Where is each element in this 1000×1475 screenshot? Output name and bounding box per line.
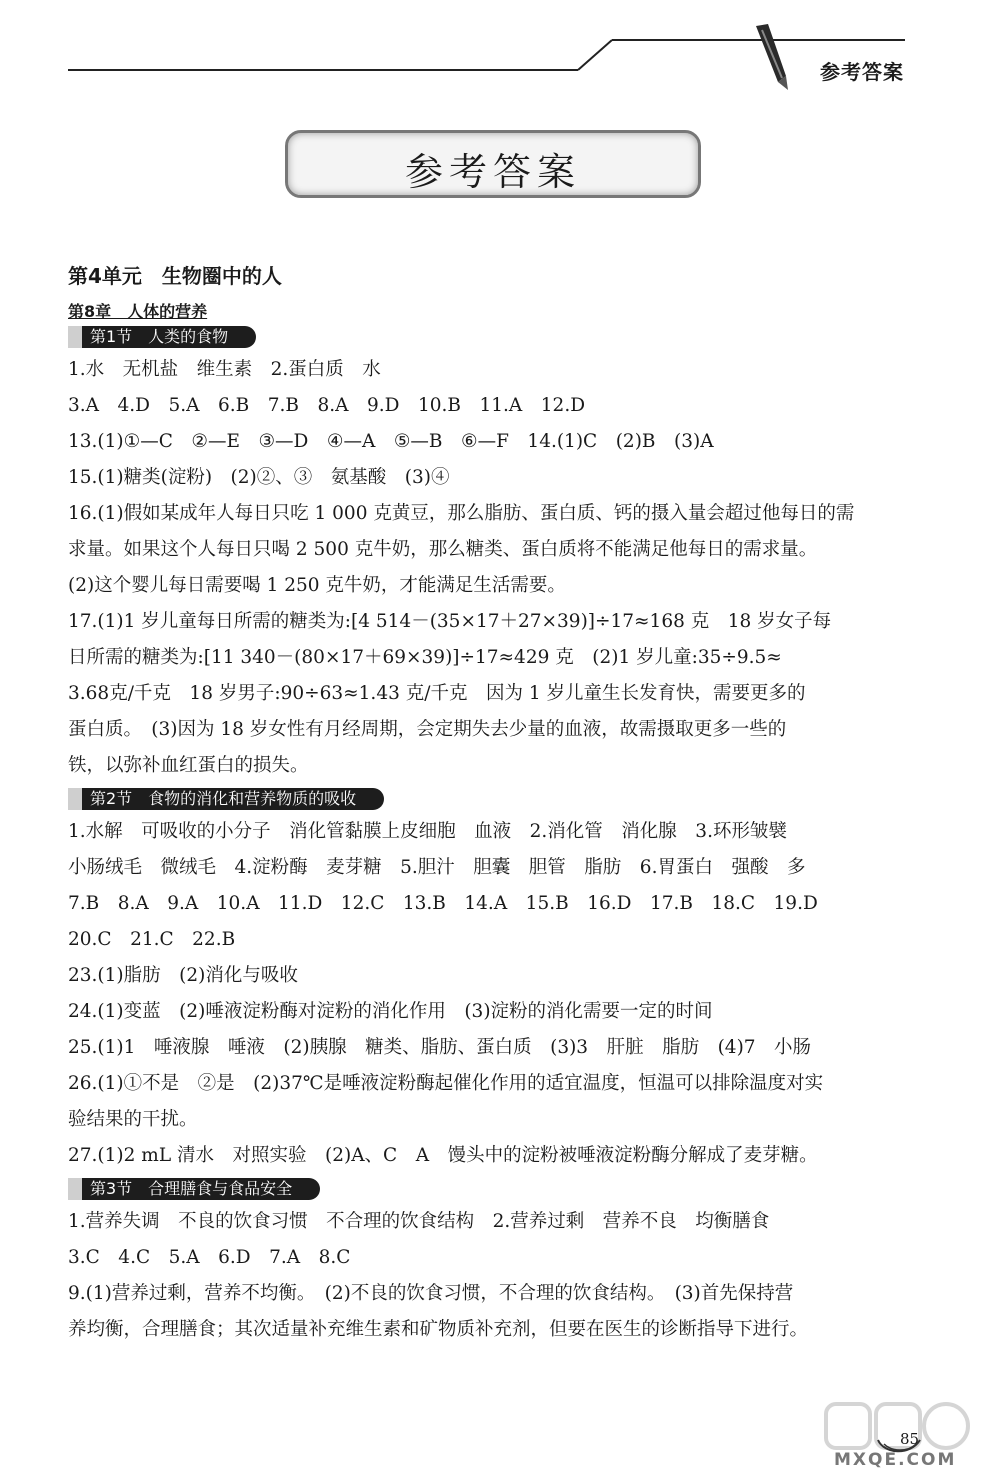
answer-line: 蛋白质。 (3)因为 18 岁女性有月经周期，会定期失去少量的血液，故需摄取更多一些的 xyxy=(68,719,787,740)
answer-line: 3.68克/千克 18 岁男子:90÷63≈1.43 克/千克 因为 1 岁儿童生长发育快，需要更多的 xyxy=(68,683,806,704)
answer-line: 15.(1)糖类(淀粉) (2)②、③ 氨基酸 (3)④ xyxy=(68,467,450,488)
banner-tab xyxy=(68,1178,82,1200)
answer-line: 小肠绒毛 微绒毛 4.淀粉酶 麦芽糖 5.胆汁 胆囊 胆管 脂肪 6.胃蛋白 强酸 多 xyxy=(68,857,806,878)
answer-line: 7.B 8.A 9.A 10.A 11.D 12.C 13.B 14.A 15.B 16.D 17.B 18.C 19.D xyxy=(68,893,818,914)
section-banner xyxy=(68,326,256,348)
section-3 xyxy=(68,1174,918,1348)
answer-line: 16.(1)假如某成年人每日只吃 1 000 克黄豆，那么脂肪、蛋白质、钙的摄入量会超过他每日的需 xyxy=(68,503,855,524)
header-rule xyxy=(0,0,1000,110)
pencil-icon xyxy=(748,22,798,92)
page-number: 85 xyxy=(900,1430,920,1448)
header-label: 参考答案 xyxy=(820,60,904,84)
answer-line: 17.(1)1 岁儿童每日所需的糖类为:[4 514－(35×17＋27×39)]÷17≈168 克 18 岁女子每 xyxy=(68,611,832,632)
answer-line: 求量。如果这个人每日只喝 2 500 克牛奶，那么糖类、蛋白质将不能满足他每日的需求量。 xyxy=(68,539,818,560)
answer-line: 20.C 21.C 22.B xyxy=(68,929,236,950)
answer-line: 1.水 无机盐 维生素 2.蛋白质 水 xyxy=(68,359,381,380)
section-label: 第1节 人类的食物 xyxy=(90,327,229,346)
section-label: 第3节 合理膳食与食品安全 xyxy=(90,1179,293,1198)
answer-line: 24.(1)变蓝 (2)唾液淀粉酶对淀粉的消化作用 (3)淀粉的消化需要一定的时间 xyxy=(68,1001,713,1022)
answer-line: 26.(1)①不是 ②是 (2)37℃是唾液淀粉酶起催化作用的适宜温度，恒温可以排除温度对实 xyxy=(68,1073,824,1094)
answer-line: 3.A 4.D 5.A 6.B 7.B 8.A 9.D 10.B 11.A 12.D xyxy=(68,395,586,416)
title-box xyxy=(285,130,701,198)
answer-line: 9.(1)营养过剩，营养不均衡。 (2)不良的饮食习惯，不合理的饮食结构。 (3)首先保持营 xyxy=(68,1283,794,1304)
answer-line: 3.C 4.C 5.A 6.D 7.A 8.C xyxy=(68,1247,351,1268)
answer-line: 验结果的干扰。 xyxy=(68,1109,198,1130)
answer-line: 23.(1)脂肪 (2)消化与吸收 xyxy=(68,965,298,986)
answer-line: 铁，以弥补血红蛋白的损失。 xyxy=(68,755,309,776)
answer-line: (2)这个婴儿每日需要喝 1 250 克牛奶，才能满足生活需要。 xyxy=(68,575,566,596)
section-2 xyxy=(68,784,918,1174)
answer-line: 25.(1)1 唾液腺 唾液 (2)胰腺 糖类、脂肪、蛋白质 (3)3 肝脏 脂肪 (4)7 小肠 xyxy=(68,1037,812,1058)
answer-content xyxy=(68,254,918,1348)
page-header xyxy=(0,0,1000,110)
section-label: 第2节 食物的消化和营养物质的吸收 xyxy=(90,789,357,808)
banner-tab xyxy=(68,326,82,348)
section-banner xyxy=(68,788,384,810)
answer-line: 13.(1)①—C ②—E ③—D ④—A ⑤—B ⑥—F 14.(1)C (2)B (3)A xyxy=(68,431,714,452)
answer-line: 养均衡，合理膳食；其次适量补充维生素和矿物质补充剂，但要在医生的诊断指导下进行。 xyxy=(68,1319,809,1340)
answer-line: 1.营养失调 不良的饮食习惯 不合理的饮食结构 2.营养过剩 营养不良 均衡膳食 xyxy=(68,1211,770,1232)
answer-line: 27.(1)2 mL 清水 对照实验 (2)A、C A 馒头中的淀粉被唾液淀粉酶分解成了麦芽糖。 xyxy=(68,1145,818,1166)
page-title: 参考答案 xyxy=(404,150,581,194)
answer-line: 1.水解 可吸收的小分子 消化管黏膜上皮细胞 血液 2.消化管 消化腺 3.环形皱襞 xyxy=(68,821,787,842)
unit-title: 第4单元 生物圈中的人 xyxy=(68,264,282,288)
section-banner xyxy=(68,1178,320,1200)
chapter-title: 第8章 人体的营养 xyxy=(68,302,208,321)
section-1 xyxy=(68,322,918,784)
banner-tab xyxy=(68,788,82,810)
answer-line: 日所需的糖类为:[11 340－(80×17＋69×39)]÷17≈429 克 (2)1 岁儿童:35÷9.5≈ xyxy=(68,647,782,668)
watermark-text: MXQE.COM xyxy=(834,1450,957,1470)
